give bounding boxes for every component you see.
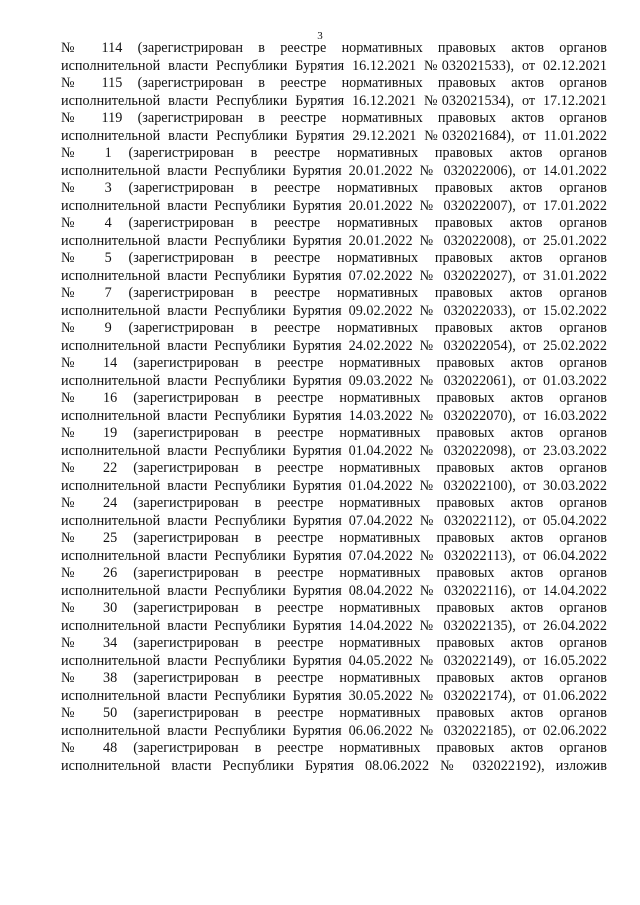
text-line: № 30 (зарегистрирован в реестре нормативных правовых актов органов bbox=[61, 600, 607, 616]
text-line: № 114 (зарегистрирован в реестре нормативных правовых актов органов bbox=[61, 40, 607, 56]
text-line: исполнительной власти Республики Бурятия 07.04.2022 № 032022113), от 06.04.2022 bbox=[61, 547, 607, 564]
text-line: исполнительной власти Республики Бурятия 14.04.2022 № 032022135), от 26.04.2022 bbox=[61, 617, 607, 634]
text-line: исполнительной власти Республики Бурятия 09.03.2022 № 032022061), от 01.03.2022 bbox=[61, 372, 607, 389]
text-line: исполнительной власти Республики Бурятия 01.04.2022 № 032022100), от 30.03.2022 bbox=[61, 477, 607, 494]
text-line: исполнительной власти Республики Бурятия 30.05.2022 № 032022174), от 01.06.2022 bbox=[61, 687, 607, 704]
text-line: исполнительной власти Республики Бурятия 20.01.2022 № 032022008), от 25.01.2022 bbox=[61, 232, 607, 249]
text-line: № 25 (зарегистрирован в реестре нормативных правовых актов органов bbox=[61, 530, 607, 546]
text-line: исполнительной власти Республики Бурятия 08.06.2022 № 032022192), изложив bbox=[61, 757, 607, 774]
text-line: № 48 (зарегистрирован в реестре нормативных правовых актов органов bbox=[61, 740, 607, 756]
page-number: 3 bbox=[317, 30, 323, 42]
text-line: исполнительной власти Республики Бурятия 07.04.2022 № 032022112), от 05.04.2022 bbox=[61, 512, 607, 529]
text-line: № 26 (зарегистрирован в реестре нормативных правовых актов органов bbox=[61, 565, 607, 581]
text-line: № 119 (зарегистрирован в реестре нормативных правовых актов органов bbox=[61, 110, 607, 126]
text-line: № 1 (зарегистрирован в реестре нормативных правовых актов органов bbox=[61, 145, 607, 161]
text-line: № 50 (зарегистрирован в реестре нормативных правовых актов органов bbox=[61, 705, 607, 721]
text-line: № 34 (зарегистрирован в реестре нормативных правовых актов органов bbox=[61, 635, 607, 651]
text-line: № 115 (зарегистрирован в реестре нормативных правовых актов органов bbox=[61, 75, 607, 91]
text-line: № 4 (зарегистрирован в реестре нормативных правовых актов органов bbox=[61, 215, 607, 231]
text-line: исполнительной власти Республики Бурятия 07.02.2022 № 032022027), от 31.01.2022 bbox=[61, 267, 607, 284]
text-line: № 16 (зарегистрирован в реестре нормативных правовых актов органов bbox=[61, 390, 607, 406]
text-line: № 19 (зарегистрирован в реестре нормативных правовых актов органов bbox=[61, 425, 607, 441]
text-line: № 14 (зарегистрирован в реестре нормативных правовых актов органов bbox=[61, 355, 607, 371]
text-line: № 9 (зарегистрирован в реестре нормативных правовых актов органов bbox=[61, 320, 607, 336]
text-line: исполнительной власти Республики Бурятия 09.02.2022 № 032022033), от 15.02.2022 bbox=[61, 302, 607, 319]
text-line: № 24 (зарегистрирован в реестре нормативных правовых актов органов bbox=[61, 495, 607, 511]
text-line: исполнительной власти Республики Бурятия 01.04.2022 № 032022098), от 23.03.2022 bbox=[61, 442, 607, 459]
text-line: исполнительной власти Республики Бурятия 08.04.2022 № 032022116), от 14.04.2022 bbox=[61, 582, 607, 599]
text-line: исполнительной власти Республики Бурятия 16.12.2021 №032021533), от 02.12.2021 bbox=[61, 57, 607, 74]
text-line: исполнительной власти Республики Бурятия 06.06.2022 № 032022185), от 02.06.2022 bbox=[61, 722, 607, 739]
text-line: исполнительной власти Республики Бурятия 16.12.2021 №032021534), от 17.12.2021 bbox=[61, 92, 607, 109]
text-line: № 38 (зарегистрирован в реестре нормативных правовых актов органов bbox=[61, 670, 607, 686]
document-body bbox=[61, 40, 607, 775]
text-line: исполнительной власти Республики Бурятия 04.05.2022 № 032022149), от 16.05.2022 bbox=[61, 652, 607, 669]
text-line: № 3 (зарегистрирован в реестре нормативных правовых актов органов bbox=[61, 180, 607, 196]
text-line: исполнительной власти Республики Бурятия 29.12.2021 №032021684), от 11.01.2022 bbox=[61, 127, 607, 144]
text-line: № 5 (зарегистрирован в реестре нормативных правовых актов органов bbox=[61, 250, 607, 266]
text-line: № 22 (зарегистрирован в реестре нормативных правовых актов органов bbox=[61, 460, 607, 476]
text-line: исполнительной власти Республики Бурятия 20.01.2022 № 032022007), от 17.01.2022 bbox=[61, 197, 607, 214]
text-line: исполнительной власти Республики Бурятия 24.02.2022 № 032022054), от 25.02.2022 bbox=[61, 337, 607, 354]
text-line: исполнительной власти Республики Бурятия 20.01.2022 № 032022006), от 14.01.2022 bbox=[61, 162, 607, 179]
text-line: исполнительной власти Республики Бурятия 14.03.2022 № 032022070), от 16.03.2022 bbox=[61, 407, 607, 424]
text-line: № 7 (зарегистрирован в реестре нормативных правовых актов органов bbox=[61, 285, 607, 301]
